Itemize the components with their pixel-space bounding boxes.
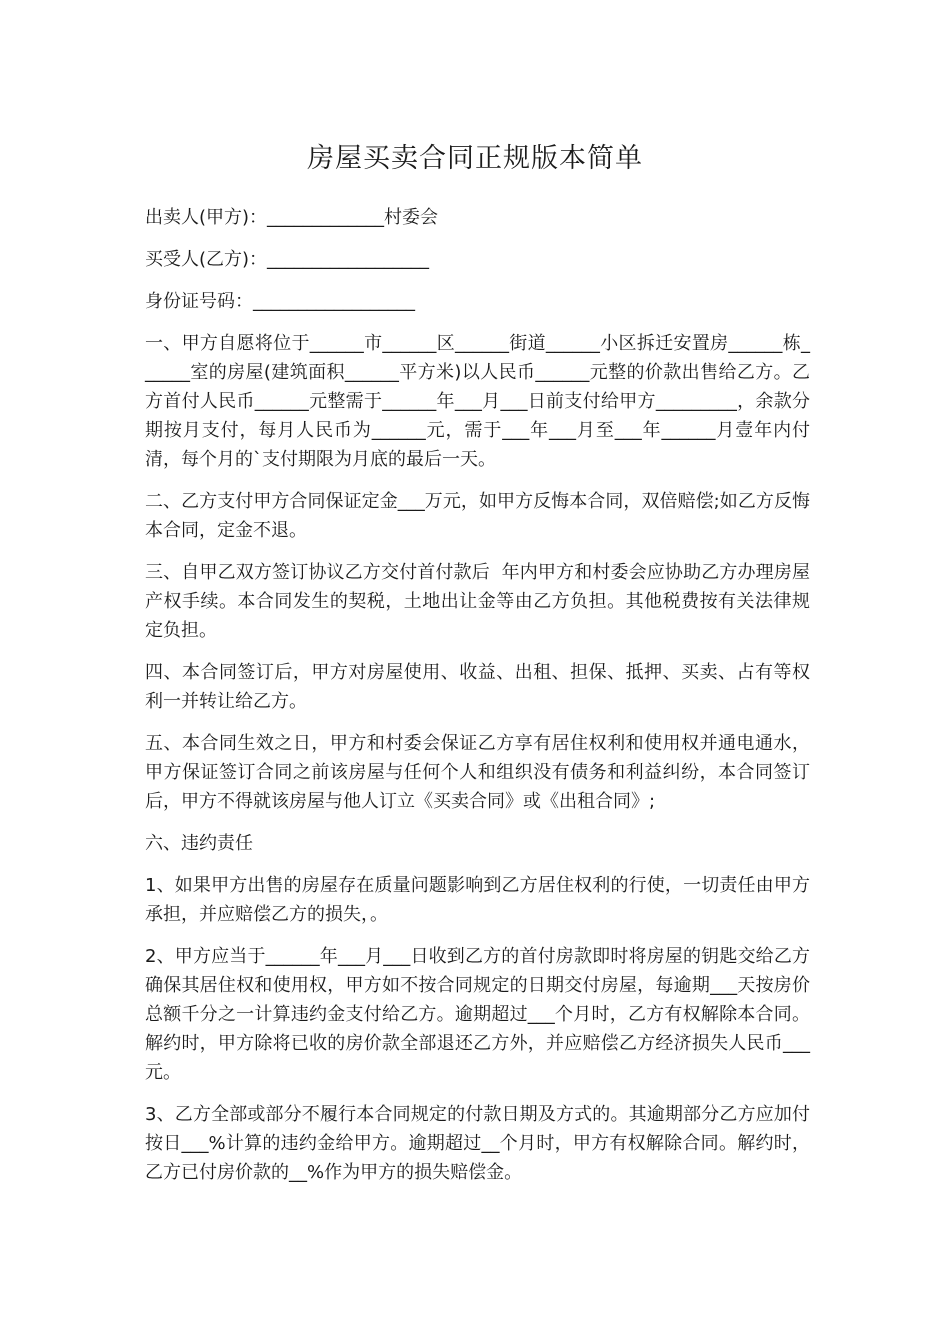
buyer-field: 买受人(乙方)：__________________ [145,249,430,270]
seller-field: 出卖人(甲方)：_____________村委会 [145,207,439,228]
clause-1: 一、甲方自愿将位于______市______区______街道______小区拆迁安置房______栋______室的房屋(建筑面积______平方米)以人民币______元整的价款出售给乙方。乙方首付人民币______元整需于______年___月___日前支付给甲方_________，余款分期按月支付，每月人民币为______元，需于___年___月至___年______月壹年内付清，每个月的`支付期限为月底的最后一天。 [145,333,810,470]
id-number-field: 身份证号码：__________________ [145,291,415,312]
breach-item-2: 2、甲方应当于______年___月___日收到乙方的首付房款即时将房屋的钥匙交给乙方确保其居住权和使用权，甲方如不按合同规定的日期交付房屋，每逾期___天按房价总额千分之一计算违约金支付给乙方。逾期超过___个月时，乙方有权解除本合同。解约时，甲方除将已收的房价款全部退还乙方外，并应赔偿乙方经济损失人民币___元。 [145,946,810,1083]
clause-2: 二、乙方支付甲方合同保证定金___万元，如甲方反悔本合同，双倍赔偿;如乙方反悔本合同，定金不退。 [145,491,810,541]
clause-6-heading: 六、违约责任 [145,833,253,854]
clause-3: 三、自甲乙双方签订协议乙方交付首付款后 年内甲方和村委会应协助乙方办理房屋产权手续。本合同发生的契税，土地出让金等由乙方负担。其他税费按有关法律规定负担。 [145,562,810,641]
clause-4: 四、本合同签订后，甲方对房屋使用、收益、出租、担保、抵押、买卖、占有等权利一并转让给乙方。 [145,662,810,712]
document-body [145,203,810,1200]
clause-5: 五、本合同生效之日，甲方和村委会保证乙方享有居住权利和使用权并通电通水，甲方保证签订合同之前该房屋与任何个人和组织没有债务和利益纠纷，本合同签订后，甲方不得就该房屋与他人订立《买卖合同》或《出租合同》; [145,733,810,812]
breach-item-1: 1、如果甲方出售的房屋存在质量问题影响到乙方居住权利的行使，一切责任由甲方承担，并应赔偿乙方的损失，。 [145,875,810,925]
document-title: 房屋买卖合同正规版本简单 [307,143,643,174]
breach-item-3: 3、乙方全部或部分不履行本合同规定的付款日期及方式的。其逾期部分乙方应加付按日___%计算的违约金给甲方。逾期超过__个月时，甲方有权解除合同。解约时，乙方已付房价款的__%作为甲方的损失赔偿金。 [145,1104,810,1183]
